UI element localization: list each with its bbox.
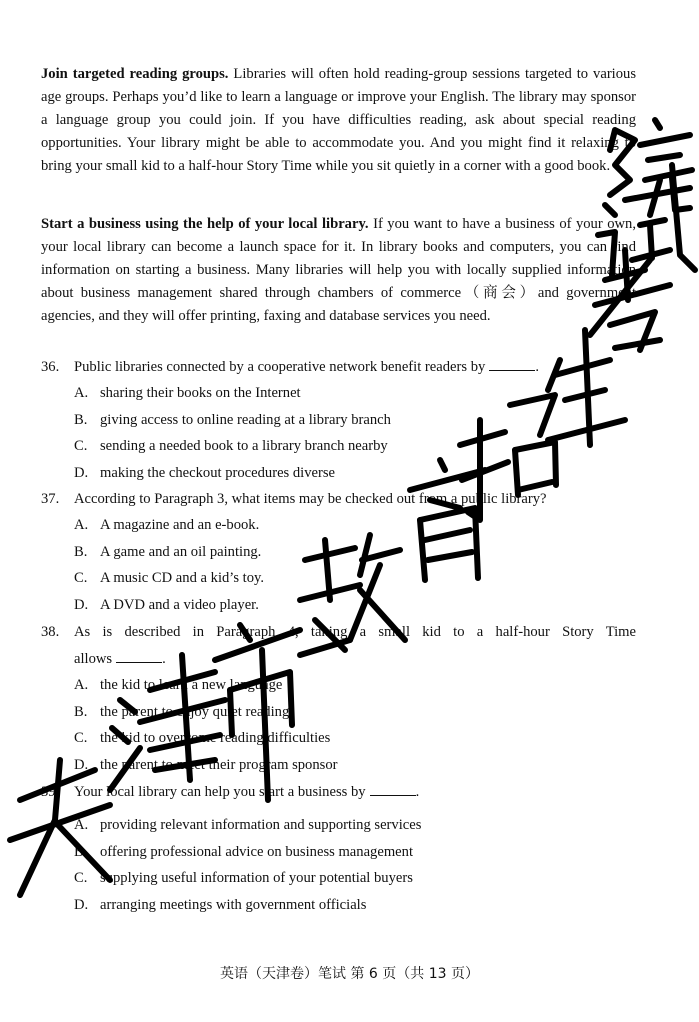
question-stem: According to Paragraph 3, what items may be checked out from a public library? <box>74 491 547 507</box>
watermark-stroke <box>362 550 400 560</box>
option-36-b <box>74 407 391 433</box>
question-number: 36. <box>41 359 60 375</box>
option-39-a <box>74 812 421 838</box>
option-letter: C. <box>74 730 88 746</box>
option-letter: A. <box>74 677 89 693</box>
paragraph-heading: Join targeted reading groups. <box>41 66 229 82</box>
watermark-stroke <box>305 548 355 560</box>
option-letter: A. <box>74 385 89 401</box>
question-39 <box>41 779 636 805</box>
option-letter: A. <box>74 517 89 533</box>
paragraph-body: Libraries will often hold reading-group sessions targeted to various age groups. Perhaps you’d like to learn a language or improve your English. The library may sponsor a language group you could join. If you have difficulties reading, ask about special reading opportunities. Your library might be able to accommodate you. And you might find it relaxing to bring your small kid to a half-hour Story Time while you sit quietly in a corner with a good book. <box>41 66 637 174</box>
option-36-a <box>74 380 301 406</box>
watermark-stroke <box>460 432 505 445</box>
option-text: providing relevant information and supporting services <box>100 817 422 833</box>
watermark-stroke <box>428 552 472 560</box>
question-stem: As is described in Paragraph 4, taking a small kid to a half-hour Story Time <box>74 624 636 640</box>
watermark-stroke <box>548 420 625 440</box>
watermark-stroke <box>462 462 508 480</box>
watermark-stroke <box>515 442 556 485</box>
question-tail: . <box>535 359 539 375</box>
page-footer: 英语（天津卷）笔试 第 6 页（共 13 页） <box>220 966 479 982</box>
option-38-b <box>74 699 289 725</box>
option-letter: A. <box>74 817 89 833</box>
option-38-c <box>74 725 330 751</box>
watermark-stroke <box>625 188 690 200</box>
option-39-c <box>74 865 413 891</box>
watermark-stroke <box>672 178 690 210</box>
question-stem: Your local library can help you start a business by <box>74 784 366 800</box>
option-text: the parent to meet their program sponsor <box>100 757 338 773</box>
question-stem-continued: allows <box>74 651 113 667</box>
watermark-stroke <box>440 460 445 470</box>
question-number: 37. <box>41 491 60 507</box>
option-text: sharing their books on the Internet <box>100 385 301 401</box>
option-text: A magazine and an e-book. <box>100 517 260 533</box>
watermark-stroke <box>650 180 660 215</box>
option-letter: C. <box>74 570 88 586</box>
option-39-d <box>74 892 366 918</box>
watermark-stroke <box>565 390 605 400</box>
question-tail: . <box>415 784 420 800</box>
answer-blank <box>116 648 162 663</box>
watermark-stroke <box>300 585 360 600</box>
option-38-a <box>74 672 282 698</box>
watermark-stroke <box>425 530 470 540</box>
option-text: offering professional advice on business management <box>100 844 414 860</box>
watermark-stroke <box>655 120 660 128</box>
watermark-stroke <box>360 535 370 575</box>
option-text: the kid to overcome reading difficulties <box>100 730 331 746</box>
question-tail: . <box>162 651 166 667</box>
option-36-d <box>74 460 335 486</box>
question-stem: Public libraries connected by a cooperative network benefit readers by <box>74 359 486 375</box>
paragraph-body: If you want to have a business of your own, your local library can become a launch space for it. In library books and computers, you can find information on starting a business. Many libraries will help you with locally supplied information about business management shared through chambers of commerce（商会）and government agencies, and they will offer printing, faxing and database services you need. <box>41 216 636 324</box>
option-37-c <box>74 565 264 591</box>
watermark-stroke <box>420 508 478 578</box>
question-38-continued <box>74 646 166 672</box>
option-letter: B. <box>74 544 88 560</box>
question-37 <box>41 486 636 512</box>
answer-blank <box>489 356 535 371</box>
option-36-c <box>74 433 388 459</box>
option-text: the parent to enjoy quiet reading <box>100 704 290 720</box>
question-number: 39. <box>41 784 60 800</box>
option-37-a <box>74 512 259 538</box>
option-text: A music CD and a kid’s toy. <box>100 570 265 586</box>
watermark-stroke <box>645 170 692 180</box>
option-letter: B. <box>74 412 88 428</box>
option-text: arranging meetings with government officials <box>100 897 367 913</box>
watermark-stroke <box>648 155 680 160</box>
watermark-stroke <box>420 520 425 580</box>
question-38 <box>41 619 636 645</box>
option-38-d <box>74 752 337 778</box>
paragraph-business <box>41 213 636 328</box>
option-letter: D. <box>74 597 89 613</box>
watermark-stroke <box>640 220 665 225</box>
answer-blank <box>370 781 416 796</box>
option-39-b <box>74 839 413 865</box>
option-letter: D. <box>74 897 89 913</box>
option-letter: C. <box>74 870 88 886</box>
question-36 <box>41 354 636 380</box>
option-text: A DVD and a video player. <box>100 597 259 613</box>
option-37-d <box>74 592 259 618</box>
watermark-stroke <box>510 395 555 435</box>
option-letter: D. <box>74 465 89 481</box>
option-letter: B. <box>74 844 88 860</box>
paragraph-reading-groups <box>41 63 636 178</box>
option-37-b <box>74 539 261 565</box>
question-number: 38. <box>41 624 60 640</box>
watermark-stroke <box>672 165 695 270</box>
watermark-stroke <box>585 330 590 445</box>
option-letter: D. <box>74 757 89 773</box>
option-text: supplying useful information of your potential buyers <box>100 870 413 886</box>
watermark-stroke <box>640 135 690 145</box>
option-text: making the checkout procedures diverse <box>100 465 336 481</box>
option-letter: B. <box>74 704 88 720</box>
option-text: sending a needed book to a library branch nearby <box>100 438 388 454</box>
watermark-stroke <box>325 540 330 600</box>
option-text: A game and an oil painting. <box>100 544 262 560</box>
option-letter: C. <box>74 438 88 454</box>
option-text: giving access to online reading at a library branch <box>100 412 391 428</box>
option-text: the kid to learn a new language <box>100 677 283 693</box>
watermark-stroke <box>650 225 652 258</box>
watermark-stroke <box>615 340 660 348</box>
watermark-stroke <box>632 250 670 260</box>
paragraph-heading: Start a business using the help of your local library. <box>41 216 369 232</box>
